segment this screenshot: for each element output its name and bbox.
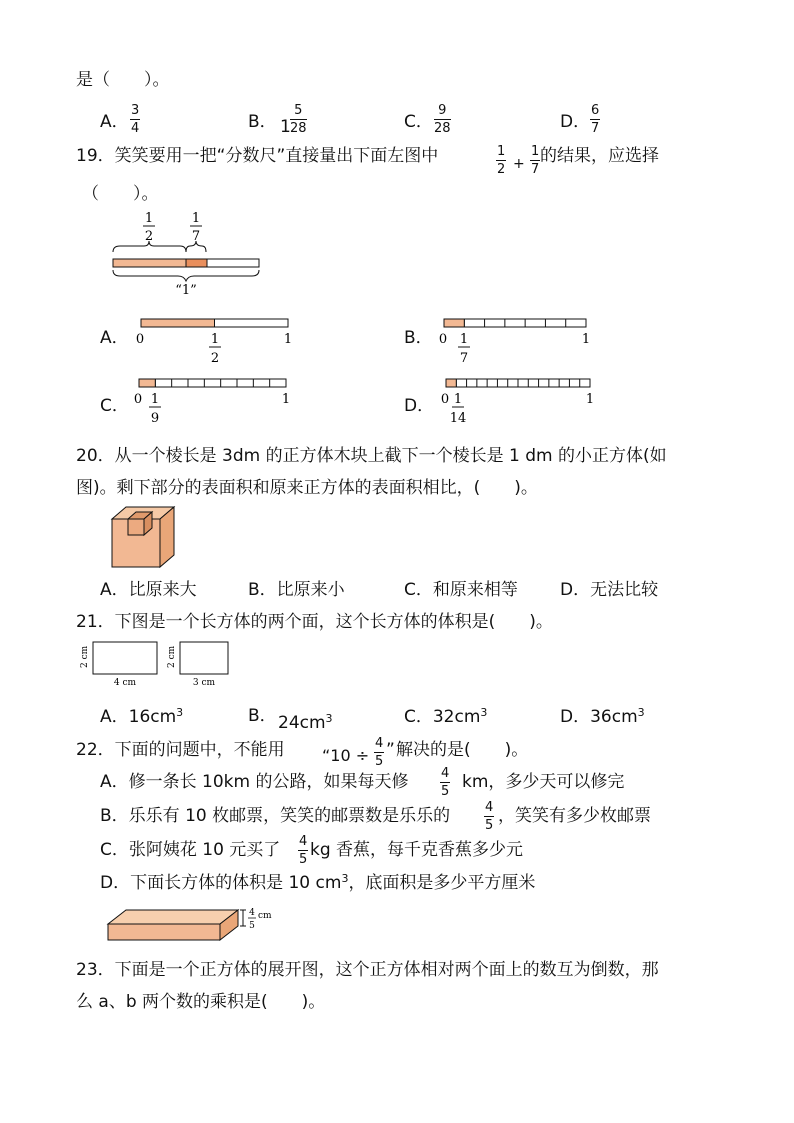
q19-option-d-tick-den: 14 <box>449 411 467 426</box>
q19-option-a-zero: 0 <box>135 332 145 347</box>
q19-option-c-label[interactable]: C． <box>100 396 129 416</box>
q19-figure-bottom-label: “1” <box>175 283 197 298</box>
q19-option-b-label[interactable]: B． <box>404 328 433 348</box>
q19-option-c-one: 1 <box>281 392 291 407</box>
q22-option-c-fraction: 4 5 <box>299 834 308 867</box>
q19-option-b-one: 1 <box>581 332 591 347</box>
q22-expression-fraction: 4 5 <box>375 736 384 769</box>
q18-option-d-fraction: 6 7 <box>591 103 600 136</box>
q19-option-c-tick-num: 1 <box>150 392 160 407</box>
q23-stem-line2: 么 a、b 两个数的乘积是( )。 <box>76 992 326 1012</box>
q21-rect1-width: 4 cm <box>113 678 137 688</box>
q19-option-d-one: 1 <box>585 392 595 407</box>
q19-option-b-tick-num: 1 <box>459 332 469 347</box>
q19-option-a-ruler <box>135 316 295 371</box>
q20-option-c[interactable]: C．和原来相等 <box>404 580 518 600</box>
q18-option-a-label[interactable]: A． <box>100 112 129 132</box>
q20-option-a[interactable]: A．比原来大 <box>100 580 197 600</box>
q19-option-a-tick-den: 2 <box>210 351 220 366</box>
q18-option-b-fraction: 5 28 <box>290 103 307 136</box>
q22-figure-height-den: 5 <box>249 921 255 931</box>
q19-figure-label-seventh-num: 1 <box>191 211 201 226</box>
q19-figure-label-seventh-den: 7 <box>191 229 201 244</box>
q19-stem-part1: 19．笑笑要用一把“分数尺”直接量出下面左图中 <box>76 146 439 166</box>
q19-fraction-seventh: 1 7 <box>531 144 540 177</box>
q22-option-b-part2: ，笑笑有多少枚邮票 <box>498 806 651 826</box>
q18-option-b-label[interactable]: B． <box>248 112 277 132</box>
q21-rect1-height: 2 cm <box>80 645 90 668</box>
q21-rect2-height: 2 cm <box>167 645 177 668</box>
q19-fraction-ruler-figure <box>100 208 270 298</box>
q21-option-a[interactable]: A．$16cm^3$ <box>100 706 184 727</box>
q18-option-d-label[interactable]: D． <box>560 112 591 132</box>
q19-figure-bar-seventh <box>186 259 207 267</box>
q19-option-a-one: 1 <box>283 332 293 347</box>
q19-option-c-ruler <box>133 376 293 431</box>
q21-option-c[interactable]: C．$32cm^3$ <box>404 706 488 727</box>
q22-option-d[interactable]: D．下面长方体的体积是 10 $cm^3$，底面积是多少平方厘米 <box>100 872 536 893</box>
q19-stem-part2: 的结果，应选择 <box>540 146 659 166</box>
q19-option-c-tick-den: 9 <box>150 411 160 426</box>
q18-option-a-fraction: 3 4 <box>131 103 140 136</box>
q21-option-d[interactable]: D．$36cm^3$ <box>560 706 645 727</box>
q22-expression-end: ” <box>386 740 395 760</box>
q22-option-a-part1[interactable]: A．修一条长 10km 的公路，如果每天修 <box>100 772 409 792</box>
q22-cuboid-figure <box>106 900 272 944</box>
q22-figure-height-num: 4 <box>249 908 255 918</box>
q20-cut-cube-figure <box>110 505 178 569</box>
q22-stem-part1: 22．下面的问题中，不能用 <box>76 740 285 760</box>
q20-option-b[interactable]: B．比原来小 <box>248 580 345 600</box>
q19-option-a-label[interactable]: A． <box>100 328 129 348</box>
q20-option-d[interactable]: D．无法比较 <box>560 580 659 600</box>
q22-stem-part2: 解决的是( )。 <box>396 740 529 760</box>
q19-option-d-zero: 0 <box>440 392 450 407</box>
q21-rect2-width: 3 cm <box>192 678 216 688</box>
q22-option-a-part2: km，多少天可以修完 <box>462 772 625 792</box>
continued-question-tail: 是（ ）。 <box>76 70 170 90</box>
q20-stem-line1: 20．从一个棱长是 3dm 的正方体木块上截下一个棱长是 1 dm 的小正方体(如 <box>76 446 667 466</box>
q21-option-b-label[interactable]: B． <box>248 706 277 726</box>
q19-answer-blank: （ ）。 <box>82 184 159 204</box>
q21-stem: 21．下图是一个长方体的两个面，这个长方体的体积是( )。 <box>76 612 553 632</box>
q19-option-b-ruler <box>438 316 598 371</box>
q21-faces-figure <box>78 640 238 688</box>
q19-fraction-half: 1 2 <box>497 144 506 177</box>
q19-option-b-tick-den: 7 <box>459 351 469 366</box>
q19-option-d-ruler <box>440 376 600 431</box>
q22-option-c-part2: kg 香蕉，每千克香蕉多少元 <box>310 840 524 860</box>
q22-figure-height-unit: cm <box>258 911 272 921</box>
q19-option-d-tick-num: 1 <box>453 392 463 407</box>
q19-plus-sign: + <box>513 156 525 172</box>
q19-option-d-label[interactable]: D． <box>404 396 435 416</box>
q19-option-b-zero: 0 <box>438 332 448 347</box>
q22-option-c-part1[interactable]: C．张阿姨花 10 元买了 <box>100 840 281 860</box>
q22-option-a-fraction: 4 5 <box>441 766 450 799</box>
q22-expression-start: “10 ÷ <box>322 746 370 765</box>
q21-option-b-value: $24cm^3$ <box>278 712 333 733</box>
q20-stem-line2: 图)。剩下部分的表面积和原来正方体的表面积相比，( )。 <box>76 478 538 498</box>
q18-option-b-whole: 1 <box>280 117 291 137</box>
q22-option-b-fraction: 4 5 <box>485 800 494 833</box>
q18-option-c-fraction: 9 28 <box>434 103 451 136</box>
q23-stem-line1: 23．下面是一个正方体的展开图，这个正方体相对两个面上的数互为倒数，那 <box>76 960 659 980</box>
q19-figure-bar-half <box>113 259 186 267</box>
q19-option-a-tick-num: 1 <box>210 332 220 347</box>
q18-option-c-label[interactable]: C． <box>404 112 433 132</box>
q19-figure-label-half-den: 2 <box>144 229 154 244</box>
q19-option-c-zero: 0 <box>133 392 143 407</box>
q19-figure-label-half-num: 1 <box>144 211 154 226</box>
q22-option-b-part1[interactable]: B．乐乐有 10 枚邮票，笑笑的邮票数是乐乐的 <box>100 806 451 826</box>
